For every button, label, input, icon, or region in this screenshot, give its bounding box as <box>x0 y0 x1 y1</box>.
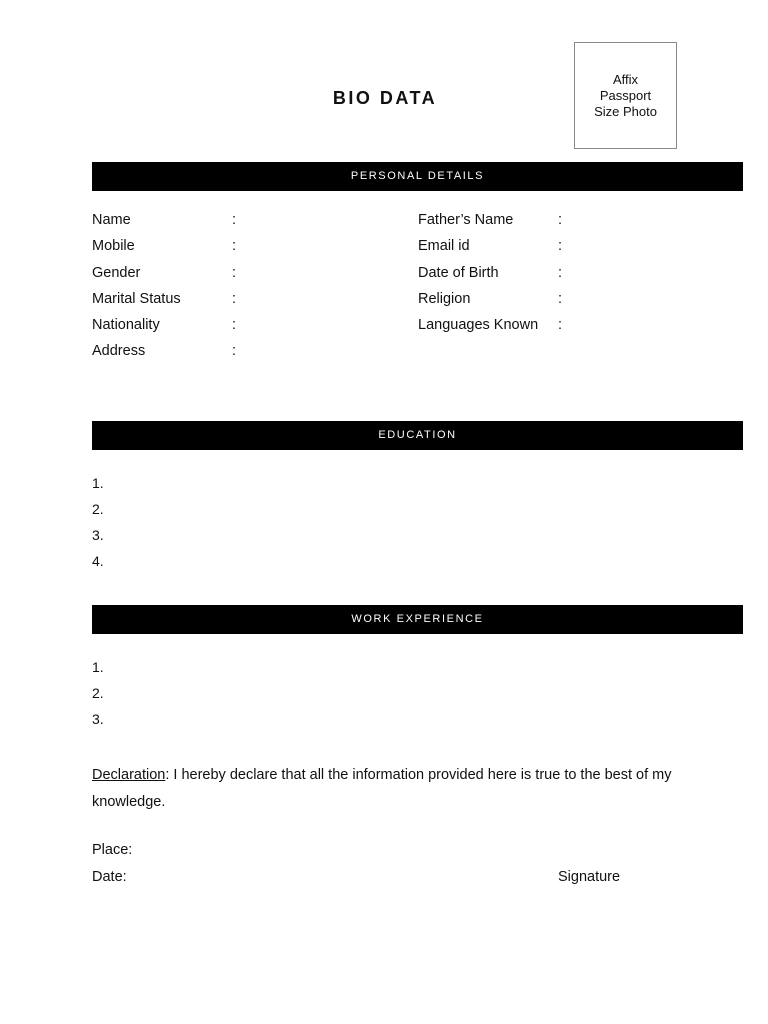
place-label: Place: <box>92 842 133 858</box>
field-label: Gender <box>92 265 141 281</box>
field-colon: : <box>558 212 563 228</box>
field-label: Marital Status <box>92 291 181 307</box>
declaration-colon: : <box>165 767 170 783</box>
field-label: Nationality <box>92 317 160 333</box>
work-item: 2. <box>92 685 104 701</box>
field-colon: : <box>558 317 563 333</box>
work-item: 3. <box>92 711 104 727</box>
photo-box-line-3: Size Photo <box>594 104 657 119</box>
field-label: Father’s Name <box>418 212 514 228</box>
field-colon: : <box>558 265 563 281</box>
field-label: Mobile <box>92 238 135 254</box>
field-colon: : <box>232 291 237 307</box>
education-item: 2. <box>92 501 104 517</box>
date-label: Date: <box>92 869 127 885</box>
education-item: 1. <box>92 475 104 491</box>
section-header-education: EDUCATION <box>92 421 743 450</box>
signature-label: Signature <box>558 869 621 885</box>
declaration-paragraph <box>92 762 692 815</box>
bio-data-title: BIO DATA <box>332 88 438 108</box>
photo-box-line-1: Affix <box>612 72 639 87</box>
work-item: 1. <box>92 659 104 675</box>
declaration-label: Declaration <box>92 767 166 783</box>
section-header-personal-details: PERSONAL DETAILS <box>92 162 743 191</box>
field-colon: : <box>232 317 237 333</box>
section-header-work-experience: WORK EXPERIENCE <box>92 605 743 634</box>
field-label: Address <box>92 343 146 359</box>
photo-box-line-2: Passport <box>599 88 652 103</box>
field-colon: : <box>232 265 237 281</box>
field-colon: : <box>232 343 237 359</box>
field-label: Religion <box>418 291 471 307</box>
passport-photo-box <box>574 42 677 149</box>
field-colon: : <box>558 238 563 254</box>
declaration-text: I hereby declare that all the information provided here is true to the best of my knowledge. <box>92 767 672 810</box>
field-label: Languages Known <box>418 317 539 333</box>
field-colon: : <box>232 238 237 254</box>
field-label: Email id <box>418 238 470 254</box>
education-item: 3. <box>92 527 104 543</box>
field-colon: : <box>232 212 237 228</box>
field-label: Date of Birth <box>418 265 499 281</box>
field-colon: : <box>558 291 563 307</box>
field-label: Name <box>92 212 131 228</box>
education-item: 4. <box>92 553 104 569</box>
